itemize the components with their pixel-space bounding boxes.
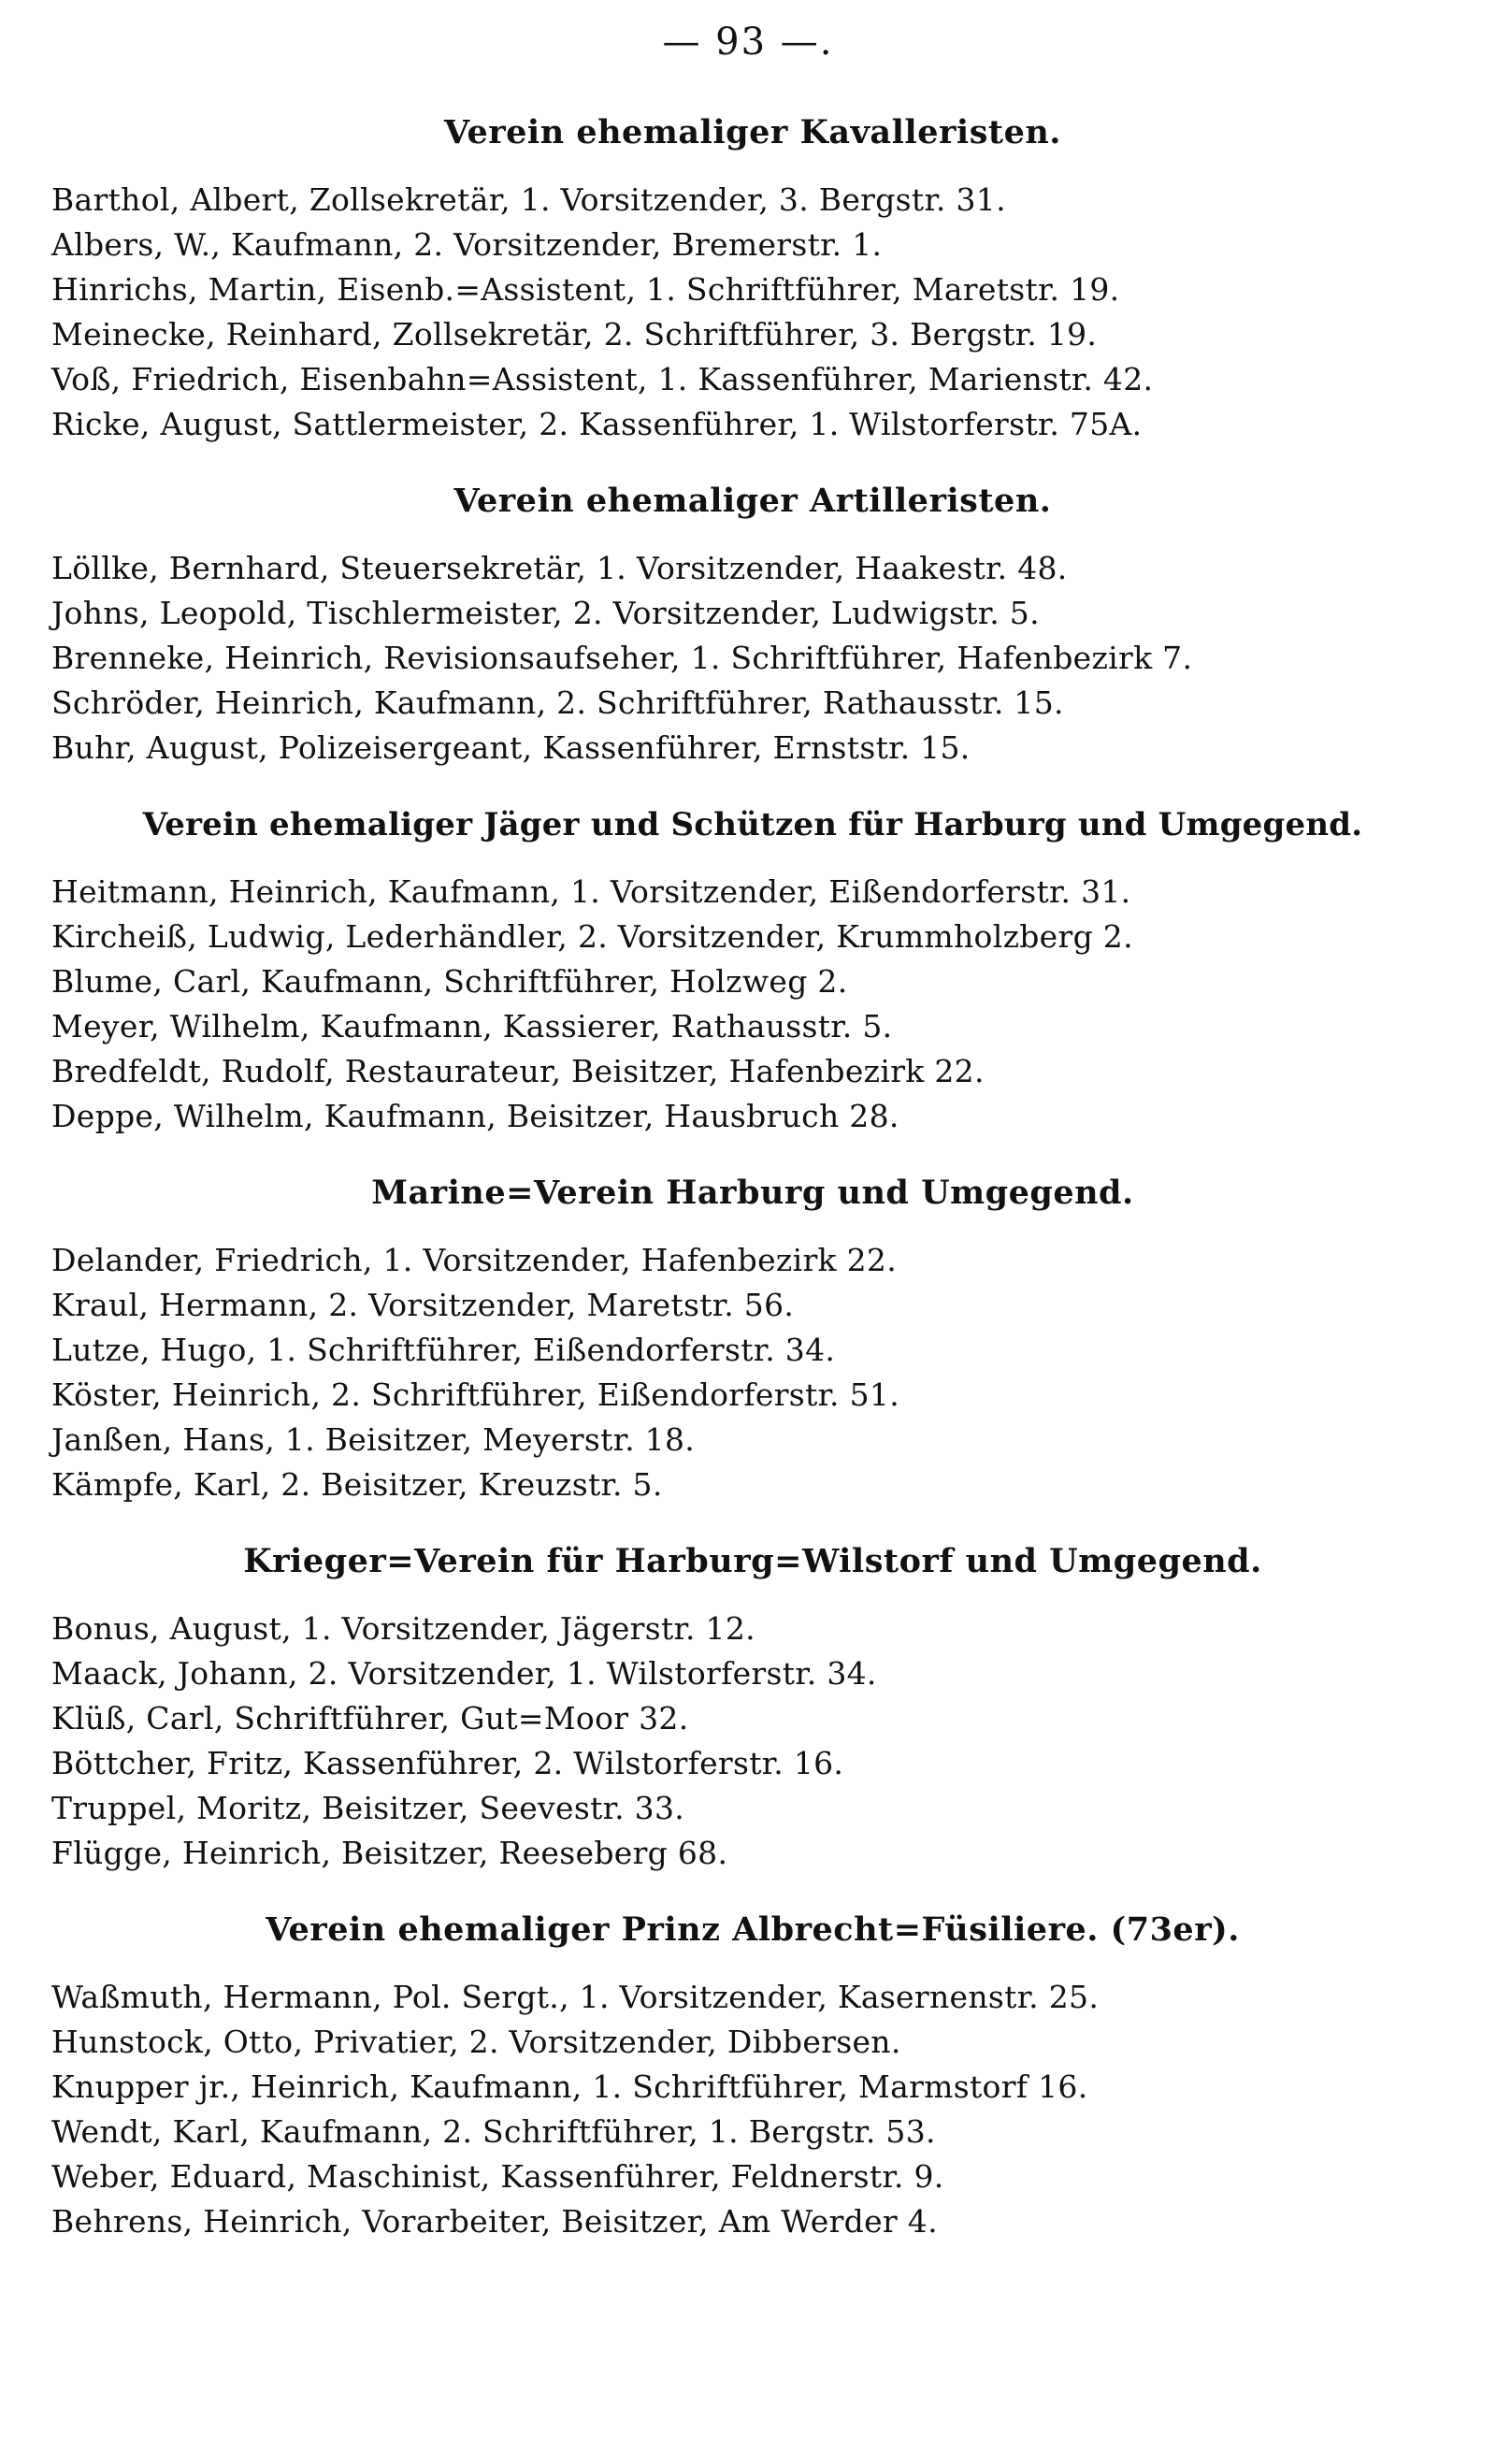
- section-jaeger-schuetzen: [51, 804, 1454, 1139]
- section-title: Marine=Verein Harburg und Umgegend.: [371, 1174, 1134, 1212]
- member-entry: Waßmuth, Hermann, Pol. Sergt., 1. Vorsitzender, Kasernenstr. 25.: [51, 1979, 1100, 2015]
- section-title: Verein ehemaliger Prinz Albrecht=Füsiliere. (73er).: [266, 1910, 1240, 1949]
- member-entry: Behrens, Heinrich, Vorarbeiter, Beisitzer, Am Werder 4.: [51, 2203, 938, 2240]
- member-entry: Heitmann, Heinrich, Kaufmann, 1. Vorsitzender, Eißendorferstr. 31.: [51, 873, 1131, 910]
- member-entry: Flügge, Heinrich, Beisitzer, Reeseberg 68.: [51, 1835, 728, 1871]
- member-entry: Ricke, August, Sattlermeister, 2. Kassenführer, 1. Wilstorferstr. 75A.: [51, 406, 1143, 442]
- member-entry: Buhr, August, Polizeisergeant, Kassenführer, Ernststr. 15.: [51, 729, 971, 766]
- member-entry: Schröder, Heinrich, Kaufmann, 2. Schriftführer, Rathausstr. 15.: [51, 684, 1064, 721]
- member-entry: Meinecke, Reinhard, Zollsekretär, 2. Schriftführer, 3. Bergstr. 19.: [51, 316, 1098, 353]
- member-entry: Wendt, Karl, Kaufmann, 2. Schriftführer, 1. Bergstr. 53.: [51, 2113, 936, 2150]
- member-entry: Deppe, Wilhelm, Kaufmann, Beisitzer, Hausbruch 28.: [51, 1098, 899, 1134]
- member-entry: Kraul, Hermann, 2. Vorsitzender, Maretstr. 56.: [51, 1287, 795, 1323]
- page-number: — 93 —.: [662, 21, 834, 64]
- member-entry: Blume, Carl, Kaufmann, Schriftführer, Holzweg 2.: [51, 963, 848, 1000]
- member-entry: Lutze, Hugo, 1. Schriftführer, Eißendorferstr. 34.: [51, 1332, 836, 1368]
- member-entry: Delander, Friedrich, 1. Vorsitzender, Hafenbezirk 22.: [51, 1242, 897, 1278]
- member-entry: Hunstock, Otto, Privatier, 2. Vorsitzender, Dibbersen.: [51, 2024, 901, 2060]
- member-entry: Kircheiß, Ludwig, Lederhändler, 2. Vorsitzender, Krummholzberg 2.: [51, 918, 1133, 955]
- member-entry: Meyer, Wilhelm, Kaufmann, Kassierer, Rathausstr. 5.: [51, 1008, 893, 1045]
- section-marine-verein: [51, 1173, 1454, 1507]
- member-entry: Maack, Johann, 2. Vorsitzender, 1. Wilstorferstr. 34.: [51, 1655, 877, 1692]
- page-content: [51, 112, 1454, 2244]
- member-entry: Klüß, Carl, Schriftführer, Gut=Moor 32.: [51, 1700, 689, 1736]
- member-entry: Brenneke, Heinrich, Revisionsaufseher, 1. Schriftführer, Hafenbezirk 7.: [51, 640, 1193, 676]
- member-entry: Truppel, Moritz, Beisitzer, Seevestr. 33.: [51, 1790, 685, 1826]
- section-fuesiliere: [51, 1909, 1454, 2244]
- member-entry: Voß, Friedrich, Eisenbahn=Assistent, 1. Kassenführer, Marienstr. 42.: [51, 361, 1154, 397]
- member-entry: Bonus, August, 1. Vorsitzender, Jägerstr. 12.: [51, 1610, 755, 1647]
- section-title: Krieger=Verein für Harburg=Wilstorf und Umgegend.: [243, 1542, 1262, 1580]
- section-title: Verein ehemaliger Jäger und Schützen für Harburg und Umgegend.: [142, 806, 1363, 843]
- member-entry: Johns, Leopold, Tischlermeister, 2. Vorsitzender, Ludwigstr. 5.: [51, 595, 1040, 631]
- member-entry: Kämpfe, Karl, 2. Beisitzer, Kreuzstr. 5.: [51, 1466, 663, 1503]
- member-entry: Weber, Eduard, Maschinist, Kassenführer, Feldnerstr. 9.: [51, 2158, 944, 2195]
- member-entry: Barthol, Albert, Zollsekretär, 1. Vorsitzender, 3. Bergstr. 31.: [51, 181, 1006, 218]
- member-entry: Hinrichs, Martin, Eisenb.=Assistent, 1. Schriftführer, Maretstr. 19.: [51, 271, 1120, 308]
- member-entry: Köster, Heinrich, 2. Schriftführer, Eißendorferstr. 51.: [51, 1376, 899, 1413]
- member-entry: Knupper jr., Heinrich, Kaufmann, 1. Schriftführer, Marmstorf 16.: [51, 2068, 1088, 2105]
- section-title: Verein ehemaliger Kavalleristen.: [444, 113, 1061, 151]
- member-entry: Löllke, Bernhard, Steuersekretär, 1. Vorsitzender, Haakestr. 48.: [51, 550, 1068, 586]
- section-title: Verein ehemaliger Artilleristen.: [453, 482, 1052, 520]
- member-entry: Janßen, Hans, 1. Beisitzer, Meyerstr. 18.: [51, 1421, 696, 1458]
- member-entry: Albers, W., Kaufmann, 2. Vorsitzender, Bremerstr. 1.: [51, 226, 883, 263]
- section-artilleristen: [51, 481, 1454, 771]
- member-entry: Böttcher, Fritz, Kassenführer, 2. Wilstorferstr. 16.: [51, 1745, 844, 1781]
- section-krieger-verein: [51, 1541, 1454, 1876]
- section-kavalleristen: [51, 112, 1454, 447]
- member-entry: Bredfeldt, Rudolf, Restaurateur, Beisitzer, Hafenbezirk 22.: [51, 1053, 985, 1089]
